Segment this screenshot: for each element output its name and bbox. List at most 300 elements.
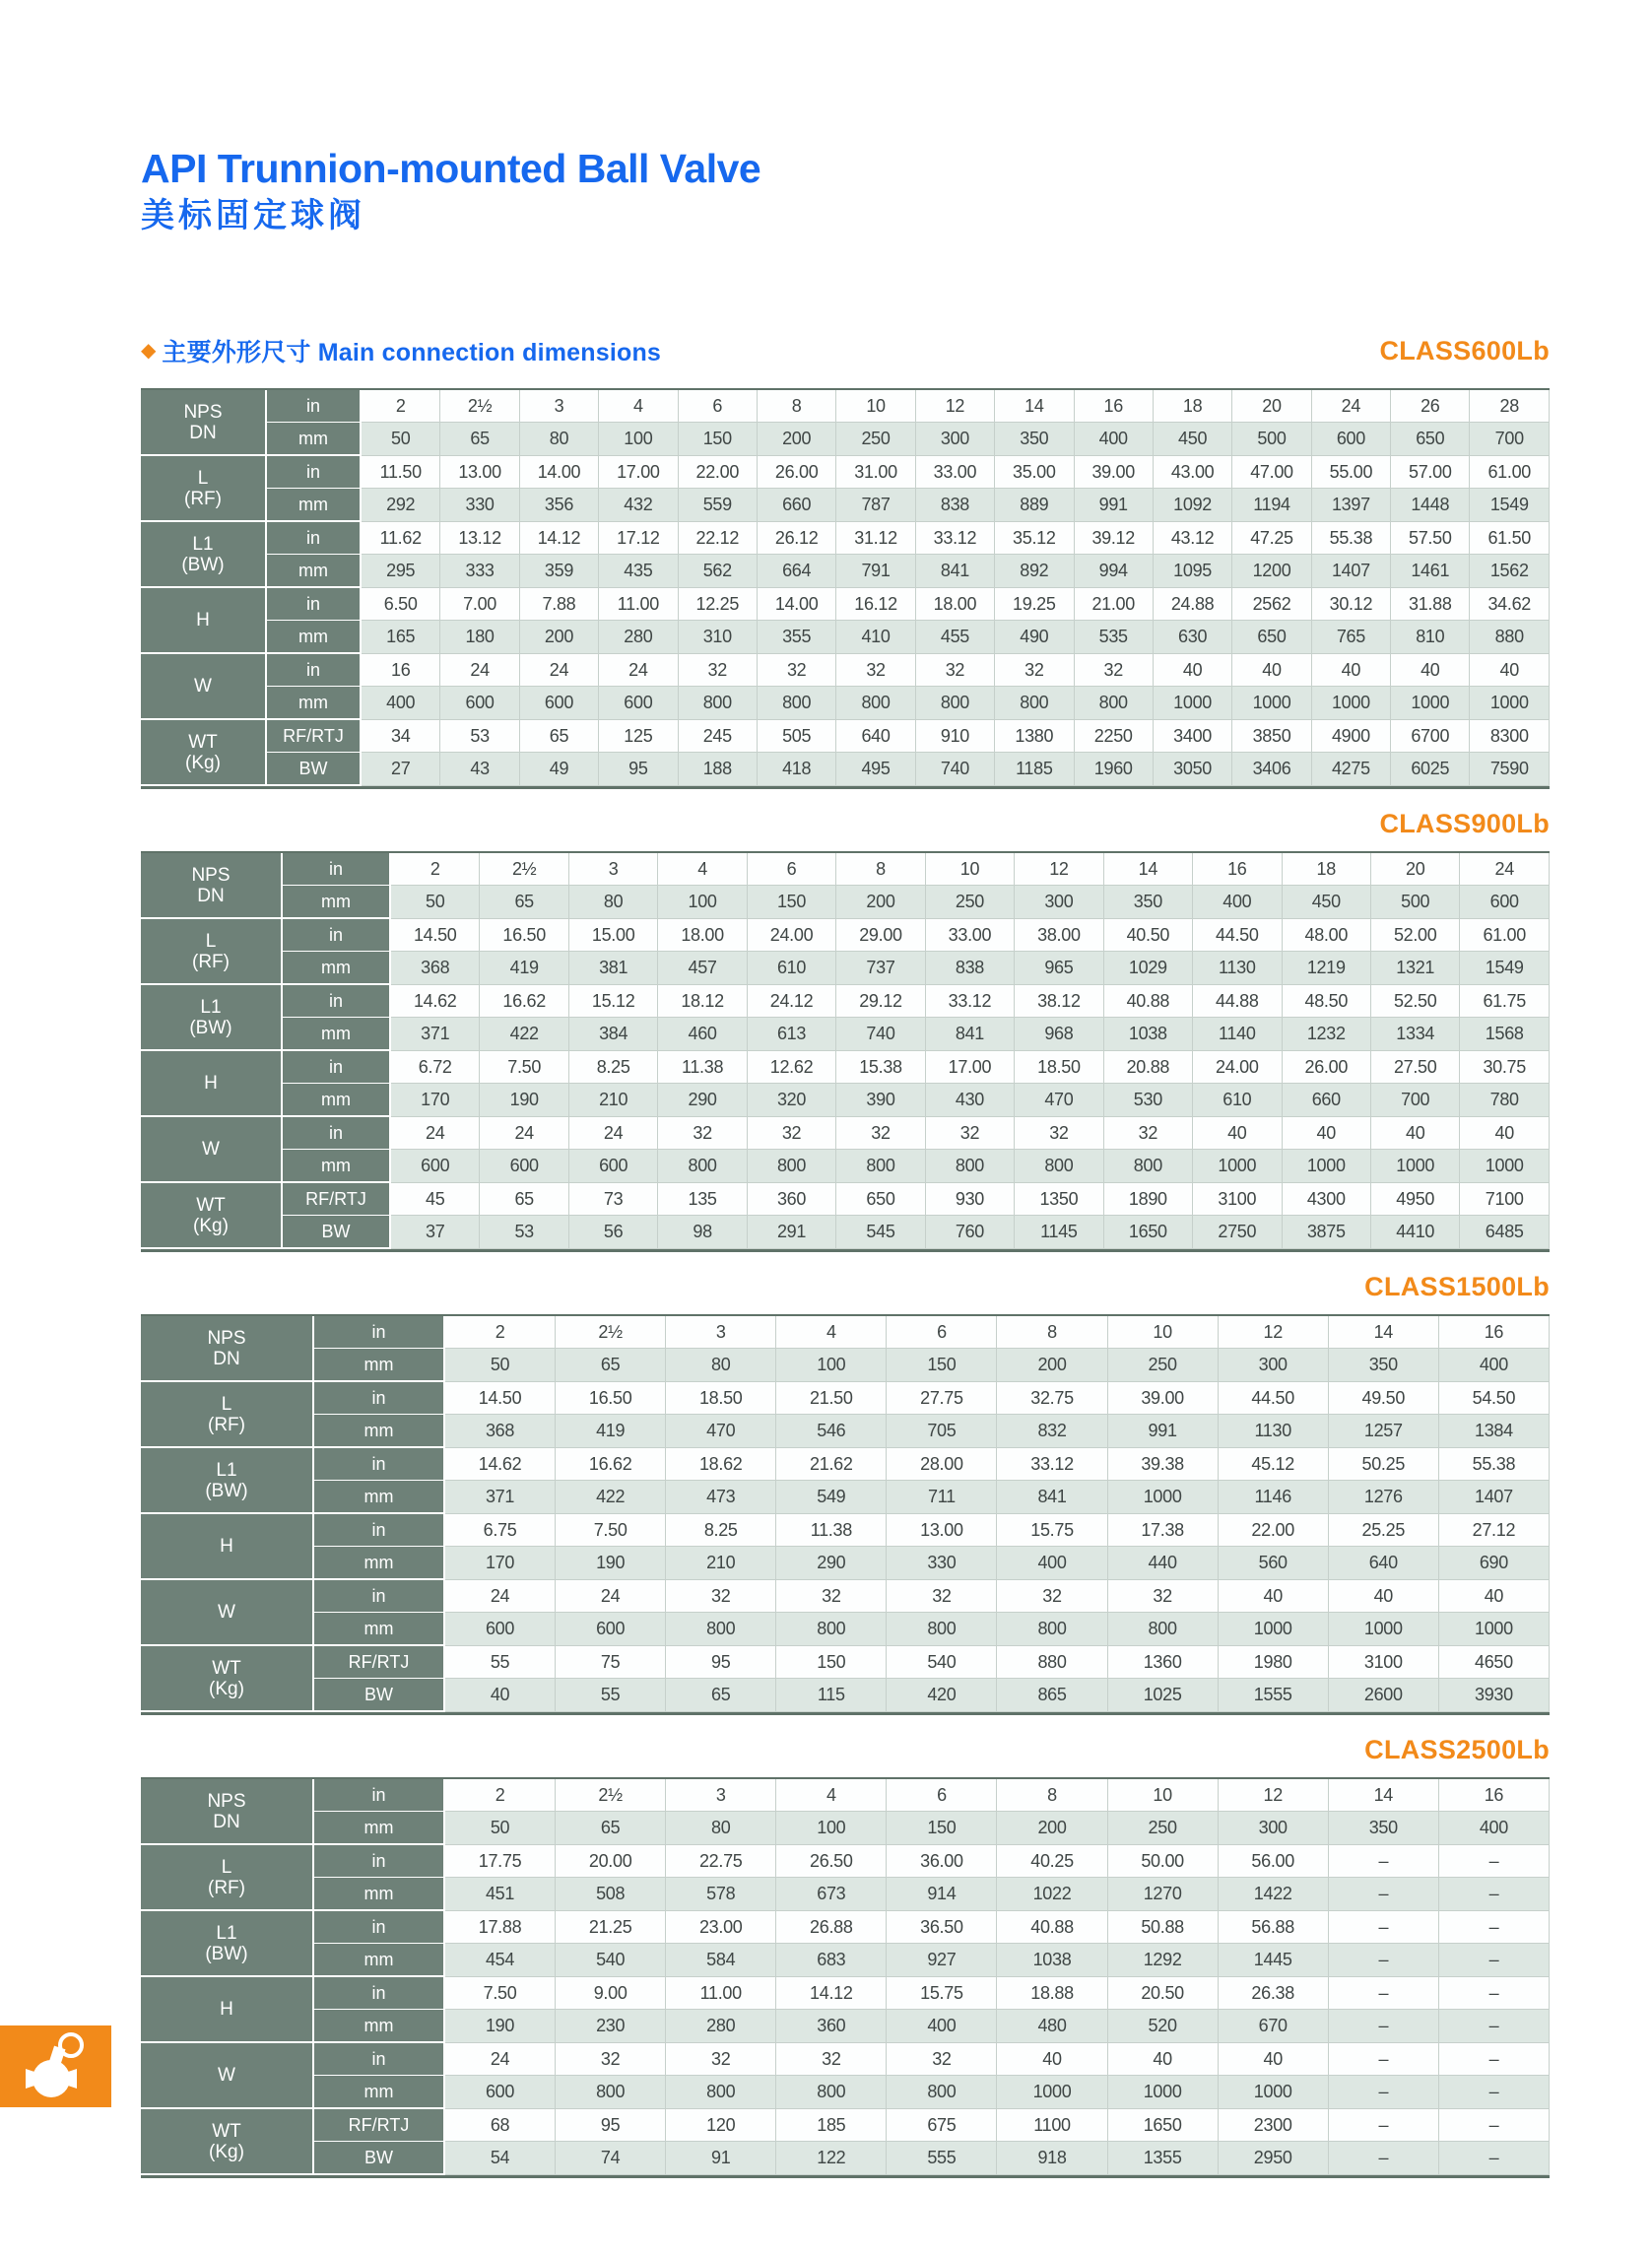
dim-value-cell: 43.00: [1154, 456, 1232, 489]
dim-value-cell: 6: [887, 1316, 997, 1349]
dim-value-cell: 14.00: [520, 456, 599, 489]
dim-value-cell: 965: [1015, 952, 1103, 985]
dim-value-cell: 8.25: [666, 1514, 776, 1547]
dim-value-cell: 65: [440, 423, 519, 456]
dim-value-cell: 350: [995, 423, 1074, 456]
unit-label: in: [267, 522, 362, 555]
dim-value-cell: 490: [995, 621, 1074, 654]
dim-value-cell: 1000: [1193, 1150, 1282, 1183]
dim-value-cell: 50: [445, 1349, 556, 1382]
dim-value-cell: 991: [1075, 489, 1154, 522]
dim-value-cell: 600: [440, 687, 519, 720]
dim-value-cell: 150: [748, 886, 836, 919]
dim-value-cell: 14: [1329, 1316, 1439, 1349]
dim-value-cell: 350: [1329, 1349, 1439, 1382]
table-row: [141, 1911, 1550, 1944]
dim-value-cell: 600: [1460, 886, 1550, 919]
dim-value-cell: 454: [445, 1944, 556, 1977]
dim-value-cell: 791: [836, 555, 915, 588]
dim-value-cell: 1650: [1104, 1216, 1193, 1249]
dim-value-cell: 12.25: [679, 588, 758, 621]
dim-value-cell: 422: [480, 1018, 568, 1051]
dim-value-cell: –: [1329, 2076, 1439, 2109]
dim-value-cell: 30.75: [1460, 1051, 1550, 1084]
table-row: [141, 456, 1550, 489]
dim-value-cell: 190: [445, 2010, 556, 2043]
dim-value-cell: 2½: [556, 1779, 666, 1812]
dim-value-cell: 4950: [1371, 1183, 1460, 1216]
class-label-2500: CLASS2500Lb: [1364, 1735, 1550, 1764]
dim-value-cell: 711: [887, 1481, 997, 1514]
dim-value-cell: 430: [926, 1084, 1015, 1117]
dim-value-cell: 61.50: [1470, 522, 1550, 555]
dim-value-cell: 36.00: [887, 1845, 997, 1878]
dim-value-cell: 65: [480, 886, 568, 919]
dim-value-cell: 1270: [1108, 1878, 1219, 1911]
dim-value-cell: 419: [480, 952, 568, 985]
dim-value-cell: 33.12: [916, 522, 995, 555]
dim-value-cell: 32: [836, 654, 915, 687]
dim-value-cell: 47.25: [1232, 522, 1311, 555]
dim-value-cell: 47.00: [1232, 456, 1311, 489]
dim-value-cell: –: [1329, 2010, 1439, 2043]
dim-value-cell: 190: [556, 1547, 666, 1580]
dim-value-cell: 12: [916, 390, 995, 423]
unit-label: mm: [314, 1944, 445, 1977]
dim-value-cell: 200: [520, 621, 599, 654]
dim-value-cell: 33.00: [926, 919, 1015, 952]
dim-value-cell: 55.38: [1312, 522, 1391, 555]
dim-value-cell: 765: [1312, 621, 1391, 654]
unit-label: mm: [314, 2076, 445, 2109]
dim-value-cell: 546: [776, 1415, 887, 1448]
dim-value-cell: 914: [887, 1878, 997, 1911]
unit-label: in: [283, 919, 391, 952]
dim-value-cell: 584: [666, 1944, 776, 1977]
table-row: [141, 919, 1550, 952]
unit-label: in: [314, 1845, 445, 1878]
unit-label: in: [267, 588, 362, 621]
section-header-row: [141, 333, 1550, 368]
dim-value-cell: 32.75: [997, 1382, 1107, 1415]
dim-value-cell: 185: [776, 2109, 887, 2142]
dim-value-cell: 4: [599, 390, 678, 423]
dim-value-cell: 800: [1104, 1150, 1193, 1183]
dim-value-cell: 562: [679, 555, 758, 588]
dim-value-cell: 12.62: [748, 1051, 836, 1084]
dim-value-cell: 100: [658, 886, 747, 919]
dim-value-cell: 1360: [1108, 1646, 1219, 1679]
dim-value-cell: 44.50: [1219, 1382, 1329, 1415]
dim-value-cell: 18.62: [666, 1448, 776, 1481]
dim-value-cell: 4900: [1312, 720, 1391, 753]
dim-value-cell: –: [1439, 2142, 1550, 2175]
dim-value-cell: 38.12: [1015, 985, 1103, 1018]
dim-value-cell: 31.88: [1391, 588, 1470, 621]
dim-value-cell: 32: [916, 654, 995, 687]
row-group-label: L (RF): [141, 1382, 314, 1448]
dim-value-cell: 18.50: [666, 1382, 776, 1415]
unit-label: mm: [314, 1613, 445, 1646]
dim-value-cell: 32: [666, 2043, 776, 2076]
unit-label: mm: [267, 687, 362, 720]
dim-value-cell: 6485: [1460, 1216, 1550, 1249]
dim-value-cell: 80: [666, 1349, 776, 1382]
dim-value-cell: 56.00: [1219, 1845, 1329, 1878]
dim-value-cell: 21.00: [1075, 588, 1154, 621]
dim-value-cell: 32: [836, 1117, 925, 1150]
dim-value-cell: 17.38: [1108, 1514, 1219, 1547]
unit-label: in: [314, 1779, 445, 1812]
dim-value-cell: 12: [1219, 1779, 1329, 1812]
dim-value-cell: 21.50: [776, 1382, 887, 1415]
dim-value-cell: 40: [1312, 654, 1391, 687]
dim-value-cell: 15.75: [997, 1514, 1107, 1547]
dim-value-cell: 1025: [1108, 1679, 1219, 1712]
dim-value-cell: 4410: [1371, 1216, 1460, 1249]
dim-value-cell: 28.00: [887, 1448, 997, 1481]
diamond-icon: ◆: [141, 340, 157, 362]
unit-label: mm: [314, 2010, 445, 2043]
dim-value-cell: 32: [887, 2043, 997, 2076]
dim-value-cell: 22.12: [679, 522, 758, 555]
dim-value-cell: 4650: [1439, 1646, 1550, 1679]
dim-value-cell: 10: [1108, 1779, 1219, 1812]
class-row-1500: [141, 1272, 1550, 1302]
dim-value-cell: 1038: [1104, 1018, 1193, 1051]
dim-value-cell: 13.00: [887, 1514, 997, 1547]
dim-value-cell: 25.25: [1329, 1514, 1439, 1547]
dim-value-cell: 787: [836, 489, 915, 522]
dim-value-cell: 330: [887, 1547, 997, 1580]
dim-value-cell: 613: [748, 1018, 836, 1051]
dim-value-cell: 210: [569, 1084, 658, 1117]
dim-value-cell: 32: [556, 2043, 666, 2076]
dimension-table-class600: [141, 388, 1550, 789]
dim-value-cell: 290: [658, 1084, 747, 1117]
table-row: [141, 1382, 1550, 1415]
dim-value-cell: 800: [1108, 1613, 1219, 1646]
unit-label: BW: [314, 2142, 445, 2175]
dim-value-cell: 740: [836, 1018, 925, 1051]
table-row: [141, 2109, 1550, 2142]
dim-value-cell: –: [1439, 2043, 1550, 2076]
dim-value-cell: 57.00: [1391, 456, 1470, 489]
dim-value-cell: 291: [748, 1216, 836, 1249]
dim-value-cell: 630: [1154, 621, 1232, 654]
dim-value-cell: 95: [599, 753, 678, 786]
dim-value-cell: 1185: [995, 753, 1074, 786]
dimension-table-class900: [141, 851, 1550, 1252]
dim-value-cell: 65: [520, 720, 599, 753]
dim-value-cell: 6.72: [391, 1051, 480, 1084]
dim-value-cell: 210: [666, 1547, 776, 1580]
dim-value-cell: 410: [836, 621, 915, 654]
dim-value-cell: 27.75: [887, 1382, 997, 1415]
unit-label: in: [267, 390, 362, 423]
row-group-label: L (RF): [141, 456, 267, 522]
dim-value-cell: 4275: [1312, 753, 1391, 786]
dim-value-cell: 24.12: [748, 985, 836, 1018]
dim-value-cell: 32: [1104, 1117, 1193, 1150]
dim-value-cell: 100: [776, 1349, 887, 1382]
dim-value-cell: 1038: [997, 1944, 1107, 1977]
dim-value-cell: 56.88: [1219, 1911, 1329, 1944]
dim-value-cell: 535: [1075, 621, 1154, 654]
class-label-900: CLASS900Lb: [1379, 809, 1550, 838]
dim-value-cell: 21.25: [556, 1911, 666, 1944]
dim-value-cell: 8: [758, 390, 836, 423]
dim-value-cell: 100: [776, 1812, 887, 1845]
class-row-2500: [141, 1735, 1550, 1765]
unit-label: in: [314, 2043, 445, 2076]
dim-value-cell: 450: [1283, 886, 1371, 919]
dim-value-cell: 800: [997, 1613, 1107, 1646]
dim-value-cell: 800: [995, 687, 1074, 720]
dim-value-cell: 418: [758, 753, 836, 786]
dim-value-cell: 17.00: [599, 456, 678, 489]
table-row: [141, 720, 1550, 753]
dim-value-cell: 48.50: [1283, 985, 1371, 1018]
dim-value-cell: 356: [520, 489, 599, 522]
dim-value-cell: 32: [997, 1580, 1107, 1613]
table-row: [141, 2043, 1550, 2076]
dim-value-cell: 300: [1015, 886, 1103, 919]
dim-value-cell: 16: [1193, 853, 1282, 886]
dim-value-cell: 15.00: [569, 919, 658, 952]
dim-value-cell: 44.88: [1193, 985, 1282, 1018]
table-row: [141, 1646, 1550, 1679]
dim-value-cell: 6025: [1391, 753, 1470, 786]
dim-value-cell: 1380: [995, 720, 1074, 753]
dim-value-cell: 200: [836, 886, 925, 919]
dim-value-cell: 384: [569, 1018, 658, 1051]
dim-value-cell: 19.25: [995, 588, 1074, 621]
unit-label: mm: [283, 952, 391, 985]
dim-value-cell: 1092: [1154, 489, 1232, 522]
dim-value-cell: 11.38: [776, 1514, 887, 1547]
dim-value-cell: 50.00: [1108, 1845, 1219, 1878]
dim-value-cell: 841: [926, 1018, 1015, 1051]
dim-value-cell: 760: [926, 1216, 1015, 1249]
dim-value-cell: 200: [997, 1349, 1107, 1382]
class-label-600: CLASS600Lb: [1379, 335, 1550, 365]
dim-value-cell: 832: [997, 1415, 1107, 1448]
dim-value-cell: 65: [480, 1183, 568, 1216]
table-row: [141, 985, 1550, 1018]
dim-value-cell: 520: [1108, 2010, 1219, 2043]
dim-value-cell: 310: [679, 621, 758, 654]
dim-value-cell: 24: [445, 2043, 556, 2076]
dim-value-cell: 1000: [1154, 687, 1232, 720]
dim-value-cell: 55.38: [1439, 1448, 1550, 1481]
dim-value-cell: 17.12: [599, 522, 678, 555]
dim-value-cell: 50: [391, 886, 480, 919]
dim-value-cell: 650: [1232, 621, 1311, 654]
table-row: [141, 390, 1550, 423]
dim-value-cell: 800: [1075, 687, 1154, 720]
dim-value-cell: 610: [1193, 1084, 1282, 1117]
dim-value-cell: 2950: [1219, 2142, 1329, 2175]
dim-value-cell: 6: [748, 853, 836, 886]
dim-value-cell: 6.75: [445, 1514, 556, 1547]
unit-label: in: [283, 1051, 391, 1084]
dim-value-cell: 7.88: [520, 588, 599, 621]
dim-value-cell: 457: [658, 952, 747, 985]
table-row: [141, 1183, 1550, 1216]
row-group-label: W: [141, 1117, 283, 1183]
dim-value-cell: 3930: [1439, 1679, 1550, 1712]
dim-value-cell: 1000: [1283, 1150, 1371, 1183]
unit-label: mm: [267, 489, 362, 522]
dim-value-cell: 245: [679, 720, 758, 753]
dim-value-cell: 1000: [1329, 1613, 1439, 1646]
dim-value-cell: 190: [480, 1084, 568, 1117]
dim-value-cell: 559: [679, 489, 758, 522]
dim-value-cell: 200: [758, 423, 836, 456]
dim-value-cell: 14.62: [391, 985, 480, 1018]
dim-value-cell: 24: [599, 654, 678, 687]
dim-value-cell: 21.62: [776, 1448, 887, 1481]
unit-label: in: [283, 853, 391, 886]
dim-value-cell: 371: [391, 1018, 480, 1051]
dim-value-cell: 29.12: [836, 985, 925, 1018]
dim-value-cell: 1257: [1329, 1415, 1439, 1448]
dim-value-cell: 1219: [1283, 952, 1371, 985]
unit-label: mm: [267, 423, 362, 456]
row-group-label: W: [141, 2043, 314, 2109]
dim-value-cell: 14.50: [391, 919, 480, 952]
table-row: [141, 621, 1550, 654]
unit-label: RF/RTJ: [314, 1646, 445, 1679]
dim-value-cell: 1000: [1470, 687, 1550, 720]
table-row: [141, 1415, 1550, 1448]
dim-value-cell: 4300: [1283, 1183, 1371, 1216]
page-content: [141, 0, 1550, 2178]
dim-value-cell: 600: [391, 1150, 480, 1183]
row-group-label: NPS DN: [141, 1779, 314, 1845]
dim-value-cell: 40.50: [1104, 919, 1193, 952]
table-row: [141, 687, 1550, 720]
dim-value-cell: 700: [1470, 423, 1550, 456]
dim-value-cell: 250: [1108, 1812, 1219, 1845]
row-group-label: L1 (BW): [141, 1448, 314, 1514]
dim-value-cell: 170: [391, 1084, 480, 1117]
table-row: [141, 886, 1550, 919]
dim-value-cell: 2250: [1075, 720, 1154, 753]
table-row: [141, 1448, 1550, 1481]
unit-label: mm: [314, 1812, 445, 1845]
dim-value-cell: 650: [836, 1183, 925, 1216]
dim-value-cell: 45.12: [1219, 1448, 1329, 1481]
dim-value-cell: 40: [1329, 1580, 1439, 1613]
dim-value-cell: 10: [926, 853, 1015, 886]
dim-value-cell: 122: [776, 2142, 887, 2175]
dim-value-cell: 24.00: [748, 919, 836, 952]
dim-value-cell: 918: [997, 2142, 1107, 2175]
dim-value-cell: 150: [776, 1646, 887, 1679]
dim-value-cell: 540: [887, 1646, 997, 1679]
dim-value-cell: 400: [1439, 1812, 1550, 1845]
dim-value-cell: 1448: [1391, 489, 1470, 522]
dim-value-cell: 8.25: [569, 1051, 658, 1084]
table-row: [141, 1216, 1550, 1249]
table-row: [141, 1779, 1550, 1812]
section-title-en: Main connection dimensions: [317, 339, 662, 366]
dim-value-cell: 32: [776, 1580, 887, 1613]
dim-value-cell: 1980: [1219, 1646, 1329, 1679]
dim-value-cell: 505: [758, 720, 836, 753]
unit-label: mm: [267, 621, 362, 654]
dim-value-cell: 16: [1075, 390, 1154, 423]
row-group-label: H: [141, 588, 267, 654]
dim-value-cell: 50: [362, 423, 440, 456]
dim-value-cell: 165: [362, 621, 440, 654]
dim-value-cell: 838: [916, 489, 995, 522]
dim-value-cell: 3: [569, 853, 658, 886]
dim-value-cell: 24: [520, 654, 599, 687]
dim-value-cell: 800: [836, 1150, 925, 1183]
dim-value-cell: 555: [887, 2142, 997, 2175]
dim-value-cell: 3050: [1154, 753, 1232, 786]
dim-value-cell: 16: [1439, 1316, 1550, 1349]
dim-value-cell: 35.00: [995, 456, 1074, 489]
dim-value-cell: 400: [362, 687, 440, 720]
dim-value-cell: 27: [362, 753, 440, 786]
dim-value-cell: 800: [887, 2076, 997, 2109]
dim-value-cell: 24: [480, 1117, 568, 1150]
dim-value-cell: 24: [556, 1580, 666, 1613]
dim-value-cell: 24: [1312, 390, 1391, 423]
dim-value-cell: 52.50: [1371, 985, 1460, 1018]
dim-value-cell: 800: [666, 2076, 776, 2109]
dim-value-cell: 38.00: [1015, 919, 1103, 952]
dim-value-cell: –: [1439, 1845, 1550, 1878]
unit-label: mm: [267, 555, 362, 588]
dim-value-cell: 381: [569, 952, 658, 985]
dim-value-cell: 11.38: [658, 1051, 747, 1084]
dim-value-cell: 26: [1391, 390, 1470, 423]
dim-value-cell: 400: [997, 1547, 1107, 1580]
dim-value-cell: 930: [926, 1183, 1015, 1216]
dim-value-cell: 40: [1219, 2043, 1329, 2076]
dim-value-cell: 1549: [1460, 952, 1550, 985]
dim-value-cell: 295: [362, 555, 440, 588]
dim-value-cell: 1100: [997, 2109, 1107, 2142]
dim-value-cell: 40: [1232, 654, 1311, 687]
dim-value-cell: 30.12: [1312, 588, 1391, 621]
dim-value-cell: 14: [1104, 853, 1193, 886]
dim-value-cell: 673: [776, 1878, 887, 1911]
unit-label: in: [314, 1580, 445, 1613]
dim-value-cell: 98: [658, 1216, 747, 1249]
dim-value-cell: –: [1329, 1845, 1439, 1878]
dim-value-cell: 40: [1193, 1117, 1282, 1150]
dim-value-cell: 35.12: [995, 522, 1074, 555]
dim-value-cell: 2562: [1232, 588, 1311, 621]
dim-value-cell: 664: [758, 555, 836, 588]
dim-value-cell: 80: [569, 886, 658, 919]
table-row: [141, 753, 1550, 786]
dim-value-cell: 880: [1470, 621, 1550, 654]
unit-label: in: [314, 1382, 445, 1415]
dim-value-cell: 22.00: [679, 456, 758, 489]
table-row: [141, 1084, 1550, 1117]
dim-value-cell: –: [1329, 1878, 1439, 1911]
dim-value-cell: 371: [445, 1481, 556, 1514]
dim-value-cell: 3: [666, 1779, 776, 1812]
dim-value-cell: 40.88: [1104, 985, 1193, 1018]
